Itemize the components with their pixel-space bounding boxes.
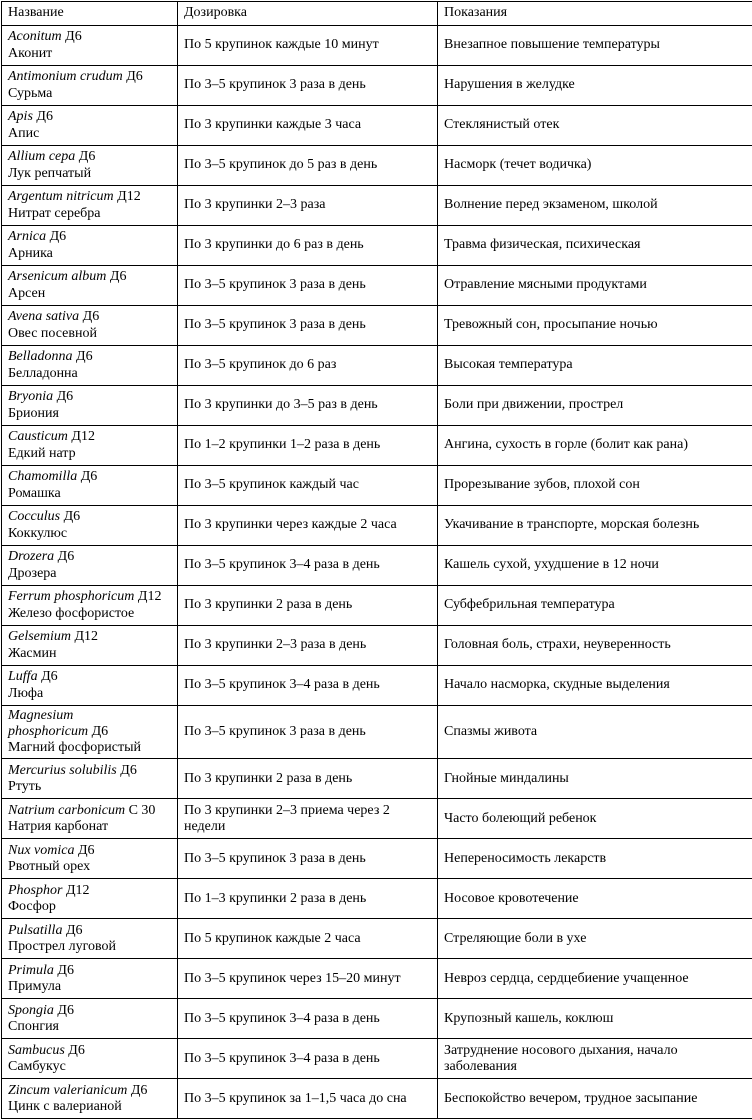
remedy-latin-name: Gelsemium xyxy=(8,629,71,644)
remedy-dosage-cell: По 3–5 крупинок 3 раза в день xyxy=(178,306,438,346)
remedy-russian-name: Арсен xyxy=(8,286,45,301)
remedy-indication-cell: Волнение перед экзаменом, школой xyxy=(438,186,752,226)
remedy-latin-name: Phosphor xyxy=(8,883,62,898)
table-row xyxy=(2,959,752,999)
header-indications: Показания xyxy=(438,2,752,26)
remedy-name-cell: Natrium carbonicum С 30 Натрия карбонат xyxy=(2,799,178,839)
remedy-latin-name: Primula xyxy=(8,963,54,978)
remedy-indication-cell: Непереносимость лекарств xyxy=(438,839,752,879)
remedy-russian-name: Белладонна xyxy=(8,366,78,381)
remedy-latin-name: Arsenicum album xyxy=(8,269,106,284)
remedy-dosage-cell: По 3–5 крупинок 3–4 раза в день xyxy=(178,546,438,586)
remedy-dosage-cell: По 3–5 крупинок 3–4 раза в день xyxy=(178,1039,438,1079)
remedy-russian-name: Апис xyxy=(8,126,39,141)
remedy-russian-name: Самбукус xyxy=(8,1059,66,1074)
remedy-indication-cell: Часто болеющий ребенок xyxy=(438,799,752,839)
table-row xyxy=(2,386,752,426)
table-row xyxy=(2,266,752,306)
remedy-indication-cell: Отравление мясными продуктами xyxy=(438,266,752,306)
remedy-latin-name: Mercurius solubilis xyxy=(8,763,117,778)
remedy-indication-cell: Укачивание в транспорте, морская болезнь xyxy=(438,506,752,546)
remedy-latin-name: Arnica xyxy=(8,229,46,244)
remedy-russian-name: Овес посевной xyxy=(8,326,97,341)
remedy-name-cell: Drozera Д6 Дрозера xyxy=(2,546,178,586)
table-row xyxy=(2,466,752,506)
remedy-latin-name: Antimonium crudum xyxy=(8,69,123,84)
remedy-name-cell: Zincum valerianicum Д6 Цинк с валерианой xyxy=(2,1079,178,1119)
remedy-latin-name: Zincum valerianicum xyxy=(8,1083,127,1098)
remedy-latin-name: Apis xyxy=(8,109,33,124)
table-row xyxy=(2,306,752,346)
remedy-latin-name: Nux vomica xyxy=(8,843,74,858)
remedy-indication-cell: Спазмы живота xyxy=(438,706,752,759)
remedy-indication-cell: Внезапное повышение температуры xyxy=(438,26,752,66)
remedy-dosage-cell: По 3 крупинки 2–3 раза в день xyxy=(178,626,438,666)
remedy-name-cell: Apis Д6 Апис xyxy=(2,106,178,146)
remedy-dosage-cell: По 3–5 крупинок 3 раза в день xyxy=(178,66,438,106)
remedy-name-cell: Luffa Д6 Люфа xyxy=(2,666,178,706)
remedy-name-cell: Nux vomica Д6 Рвотный орех xyxy=(2,839,178,879)
remedy-dosage-cell: По 3 крупинки 2 раза в день xyxy=(178,586,438,626)
remedy-russian-name: Лук репчатый xyxy=(8,166,91,181)
remedy-indication-cell: Стреляющие боли в ухе xyxy=(438,919,752,959)
remedy-dosage-cell: По 3–5 крупинок через 15–20 минут xyxy=(178,959,438,999)
remedy-russian-name: Прострел луговой xyxy=(8,939,116,954)
remedy-name-cell: Argentum nitricum Д12 Нитрат серебра xyxy=(2,186,178,226)
remedy-name-cell: Bryonia Д6 Бриония xyxy=(2,386,178,426)
remedy-russian-name: Рвотный орех xyxy=(8,859,90,874)
remedy-dosage-cell: По 3 крупинки до 3–5 раз в день xyxy=(178,386,438,426)
remedy-dosage-cell: По 3–5 крупинок до 6 раз xyxy=(178,346,438,386)
remedy-russian-name: Едкий натр xyxy=(8,446,76,461)
remedy-indication-cell: Травма физическая, психическая xyxy=(438,226,752,266)
remedy-latin-name: Sambucus xyxy=(8,1043,65,1058)
remedy-dosage-cell: По 3–5 крупинок 3 раза в день xyxy=(178,706,438,759)
table-row xyxy=(2,626,752,666)
remedy-russian-name: Люфа xyxy=(8,686,43,701)
table-row xyxy=(2,586,752,626)
remedy-name-cell: Pulsatilla Д6 Прострел луговой xyxy=(2,919,178,959)
remedy-name-cell: Causticum Д12 Едкий натр xyxy=(2,426,178,466)
table-row xyxy=(2,999,752,1039)
remedy-dosage-cell: По 3 крупинки через каждые 2 часа xyxy=(178,506,438,546)
remedy-indication-cell: Высокая температура xyxy=(438,346,752,386)
table-row xyxy=(2,346,752,386)
remedy-russian-name: Дрозера xyxy=(8,566,57,581)
remedy-indication-cell: Носовое кровотечение xyxy=(438,879,752,919)
table-row xyxy=(2,426,752,466)
table-row xyxy=(2,1079,752,1119)
header-row xyxy=(2,2,752,26)
remedy-indication-cell: Начало насморка, скудные выделения xyxy=(438,666,752,706)
remedy-russian-name: Спонгия xyxy=(8,1019,59,1034)
table-row xyxy=(2,879,752,919)
remedy-latin-name: Bryonia xyxy=(8,389,53,404)
table-row xyxy=(2,706,752,759)
remedy-dosage-cell: По 3–5 крупинок до 5 раз в день xyxy=(178,146,438,186)
remedy-dosage-cell: По 3–5 крупинок 3 раза в день xyxy=(178,266,438,306)
remedy-name-cell: Aconitum Д6 Аконит xyxy=(2,26,178,66)
remedy-indication-cell: Субфебрильная температура xyxy=(438,586,752,626)
remedy-russian-name: Фосфор xyxy=(8,899,56,914)
table-row xyxy=(2,506,752,546)
remedy-indication-cell: Крупозный кашель, коклюш xyxy=(438,999,752,1039)
remedy-indication-cell: Невроз сердца, сердцебиение учащенное xyxy=(438,959,752,999)
remedy-dosage-cell: По 3 крупинки 2–3 раза xyxy=(178,186,438,226)
remedy-name-cell: Ferrum phosphoricum Д12 Железо фосфористое xyxy=(2,586,178,626)
remedy-latin-name: Avena sativa xyxy=(8,309,79,324)
remedy-russian-name: Железо фосфористое xyxy=(8,606,134,621)
header-dosage: Дозировка xyxy=(178,2,438,26)
remedy-latin-name: Magnesium phosphoricum xyxy=(8,708,88,739)
remedy-latin-name: Natrium carbonicum xyxy=(8,803,125,818)
remedy-indication-cell: Насморк (течет водичка) xyxy=(438,146,752,186)
remedy-russian-name: Аконит xyxy=(8,46,52,61)
remedy-indication-cell: Боли при движении, прострел xyxy=(438,386,752,426)
remedy-name-cell: Mercurius solubilis Д6 Ртуть xyxy=(2,759,178,799)
remedy-indication-cell: Прорезывание зубов, плохой сон xyxy=(438,466,752,506)
remedy-russian-name: Ртуть xyxy=(8,779,41,794)
remedy-dosage-cell: По 3 крупинки до 6 раз в день xyxy=(178,226,438,266)
remedy-table-body xyxy=(2,26,752,1119)
remedy-dosage-cell: По 3–5 крупинок 3–4 раза в день xyxy=(178,666,438,706)
remedy-russian-name: Нитрат серебра xyxy=(8,206,101,221)
remedy-table xyxy=(1,1,752,1119)
remedy-indication-cell: Затруднение носового дыхания, начало заболевания xyxy=(438,1039,752,1079)
remedy-russian-name: Коккулюс xyxy=(8,526,67,541)
remedy-indication-cell: Нарушения в желудке xyxy=(438,66,752,106)
remedy-indication-cell: Стеклянистый отек xyxy=(438,106,752,146)
table-row xyxy=(2,799,752,839)
remedy-latin-name: Luffa xyxy=(8,669,38,684)
remedy-name-cell: Spongia Д6 Спонгия xyxy=(2,999,178,1039)
remedy-latin-name: Pulsatilla xyxy=(8,923,62,938)
remedy-name-cell: Belladonna Д6 Белладонна xyxy=(2,346,178,386)
remedy-latin-name: Belladonna xyxy=(8,349,73,364)
remedy-name-cell: Gelsemium Д12 Жасмин xyxy=(2,626,178,666)
remedy-dosage-cell: По 3–5 крупинок 3–4 раза в день xyxy=(178,999,438,1039)
remedy-dosage-cell: По 3–5 крупинок каждый час xyxy=(178,466,438,506)
table-row xyxy=(2,1039,752,1079)
remedy-latin-name: Drozera xyxy=(8,549,54,564)
remedy-russian-name: Ромашка xyxy=(8,486,61,501)
remedy-indication-cell: Ангина, сухость в горле (болит как рана) xyxy=(438,426,752,466)
remedy-name-cell: Avena sativa Д6 Овес посевной xyxy=(2,306,178,346)
remedy-russian-name: Арника xyxy=(8,246,53,261)
remedy-name-cell: Chamomilla Д6 Ромашка xyxy=(2,466,178,506)
remedy-latin-name: Causticum xyxy=(8,429,68,444)
remedy-latin-name: Spongia xyxy=(8,1003,54,1018)
remedy-russian-name: Сурьма xyxy=(8,86,52,101)
remedy-latin-name: Ferrum phosphoricum xyxy=(8,589,134,604)
remedy-russian-name: Жасмин xyxy=(8,646,56,661)
remedy-name-cell: Sambucus Д6 Самбукус xyxy=(2,1039,178,1079)
remedy-name-cell: Allium cepa Д6 Лук репчатый xyxy=(2,146,178,186)
remedy-dosage-cell: По 3 крупинки 2–3 приема через 2 недели xyxy=(178,799,438,839)
remedy-latin-name: Allium cepa xyxy=(8,149,75,164)
remedy-indication-cell: Беспокойство вечером, трудное засыпание xyxy=(438,1079,752,1119)
remedy-name-cell: Phosphor Д12 Фосфор xyxy=(2,879,178,919)
table-row xyxy=(2,546,752,586)
remedy-name-cell: Arsenicum album Д6 Арсен xyxy=(2,266,178,306)
table-row xyxy=(2,839,752,879)
remedy-russian-name: Бриония xyxy=(8,406,59,421)
remedy-dosage-cell: По 5 крупинок каждые 2 часа xyxy=(178,919,438,959)
header-name: Название xyxy=(2,2,178,26)
remedy-indication-cell: Головная боль, страхи, неуверенность xyxy=(438,626,752,666)
remedy-dosage-cell: По 5 крупинок каждые 10 минут xyxy=(178,26,438,66)
remedy-dosage-cell: По 1–2 крупинки 1–2 раза в день xyxy=(178,426,438,466)
table-row xyxy=(2,759,752,799)
remedy-dosage-cell: По 3 крупинки каждые 3 часа xyxy=(178,106,438,146)
table-row xyxy=(2,146,752,186)
table-row xyxy=(2,186,752,226)
remedy-name-cell: Primula Д6 Примула xyxy=(2,959,178,999)
remedy-dosage-cell: По 3–5 крупинок за 1–1,5 часа до сна xyxy=(178,1079,438,1119)
table-row xyxy=(2,666,752,706)
remedy-latin-name: Aconitum xyxy=(8,29,62,44)
remedy-name-cell: Antimonium crudum Д6 Сурьма xyxy=(2,66,178,106)
remedy-russian-name: Магний фосфористый xyxy=(8,740,141,755)
table-row xyxy=(2,66,752,106)
remedy-russian-name: Цинк с валерианой xyxy=(8,1099,122,1114)
remedy-dosage-cell: По 3 крупинки 2 раза в день xyxy=(178,759,438,799)
remedy-name-cell: Magnesium phosphoricum Д6 Магний фосфористый xyxy=(2,706,178,759)
remedy-latin-name: Argentum nitricum xyxy=(8,189,114,204)
remedy-name-cell: Arnica Д6 Арника xyxy=(2,226,178,266)
remedy-dosage-cell: По 1–3 крупинки 2 раза в день xyxy=(178,879,438,919)
remedy-indication-cell: Кашель сухой, ухудшение в 12 ночи xyxy=(438,546,752,586)
table-row xyxy=(2,26,752,66)
remedy-russian-name: Примула xyxy=(8,979,61,994)
table-row xyxy=(2,106,752,146)
remedy-indication-cell: Гнойные миндалины xyxy=(438,759,752,799)
remedy-latin-name: Chamomilla xyxy=(8,469,77,484)
remedy-latin-name: Cocculus xyxy=(8,509,60,524)
remedy-dosage-cell: По 3–5 крупинок 3 раза в день xyxy=(178,839,438,879)
table-row xyxy=(2,919,752,959)
table-row xyxy=(2,226,752,266)
remedy-russian-name: Натрия карбонат xyxy=(8,819,108,834)
remedy-name-cell: Cocculus Д6 Коккулюс xyxy=(2,506,178,546)
remedy-indication-cell: Тревожный сон, просыпание ночью xyxy=(438,306,752,346)
